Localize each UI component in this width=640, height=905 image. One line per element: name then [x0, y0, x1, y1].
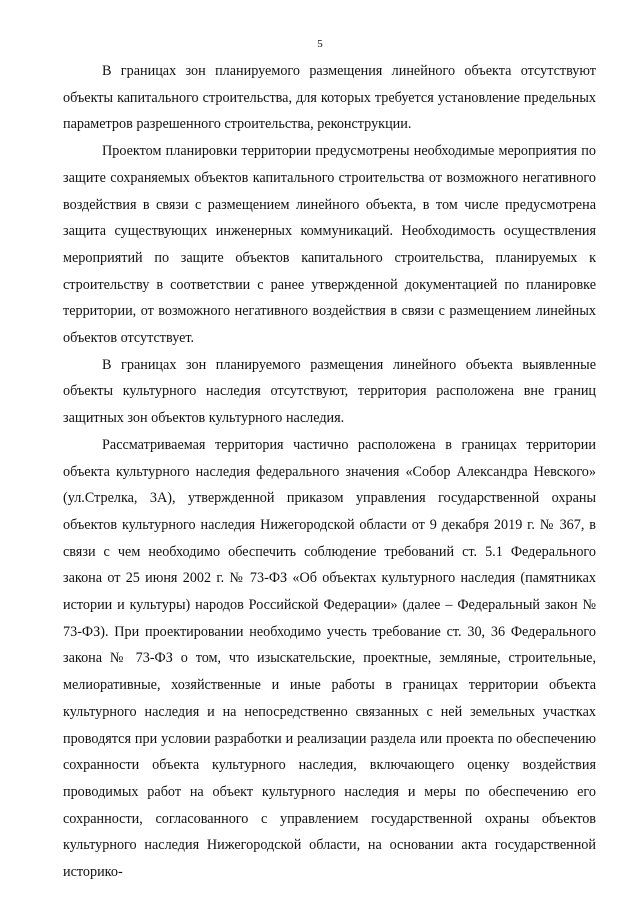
page-number: 5	[317, 38, 323, 50]
paragraph-no-capital-objects: В границах зон планируемого размещения линейного объекта отсутствуют объекты капитального строительства, для которых требуется установление предельных параметров разрешенного строительства, реконструкции.	[63, 63, 596, 133]
paragraph-cultural-heritage-absent: В границах зон планируемого размещения линейного объекта выявленные объекты культурного наследия отсутствуют, территория расположена вне границ защитных зон объектов культурного наследия.	[63, 356, 596, 427]
paragraph-cathedral-territory: Рассматриваемая территория частично расположена в границах территории объекта культурного наследия федерального значения «Собор Александра Невского» (ул.Стрелка, 3А), утвержденной приказом управления государственной охраны объектов культурного наследия Нижегородской области от 9 декабря 2019 г. № 367, в связи с чем необходимо обеспечить соблюдение требований ст. 5.1 Федерального закона от 25 июня 2002 г. № 73-ФЗ «Об объектах культурного наследия (памятниках истории и культуры) народов Российской Федерации» (далее – Федеральный закон № 73-ФЗ). При проектировании необходимо учесть требование ст. 30, 36 Федерального закона № 73-ФЗ о том, что изыскательские, проектные, земляные, строительные, мелиоративные, хозяйственные и иные работы в границах территории объекта культурного наследия и на непосредственно связанных с ней земельных участках проводятся при условии разработки и реализации раздела или проекта по обеспечению сохранности объекта культурного наследия, включающего оценку воздействия проводимых работ на объект культурного наследия и меры по обеспечению его сохранности, согласованного с управлением государственной охраны объектов культурного наследия Нижегородской области, на основании акта государственной историко-	[63, 436, 596, 881]
paragraph-protection-measures: Проектом планировки территории предусмотрены необходимые мероприятия по защите сохраняемых объектов капитального строительства от возможного негативного воздействия в связи с размещением линейного объекта, в том числе предусмотрена защита существующих инженерных коммуникаций. Необходимость осуществления мероприятий по защите объектов капитального строительства, планируемых к строительству в соответствии с ранее утвержденной документацией по планировке территории, от возможного негативного воздействия в связи с размещением линейных объектов отсутствует.	[63, 143, 596, 347]
document-body	[63, 58, 596, 886]
